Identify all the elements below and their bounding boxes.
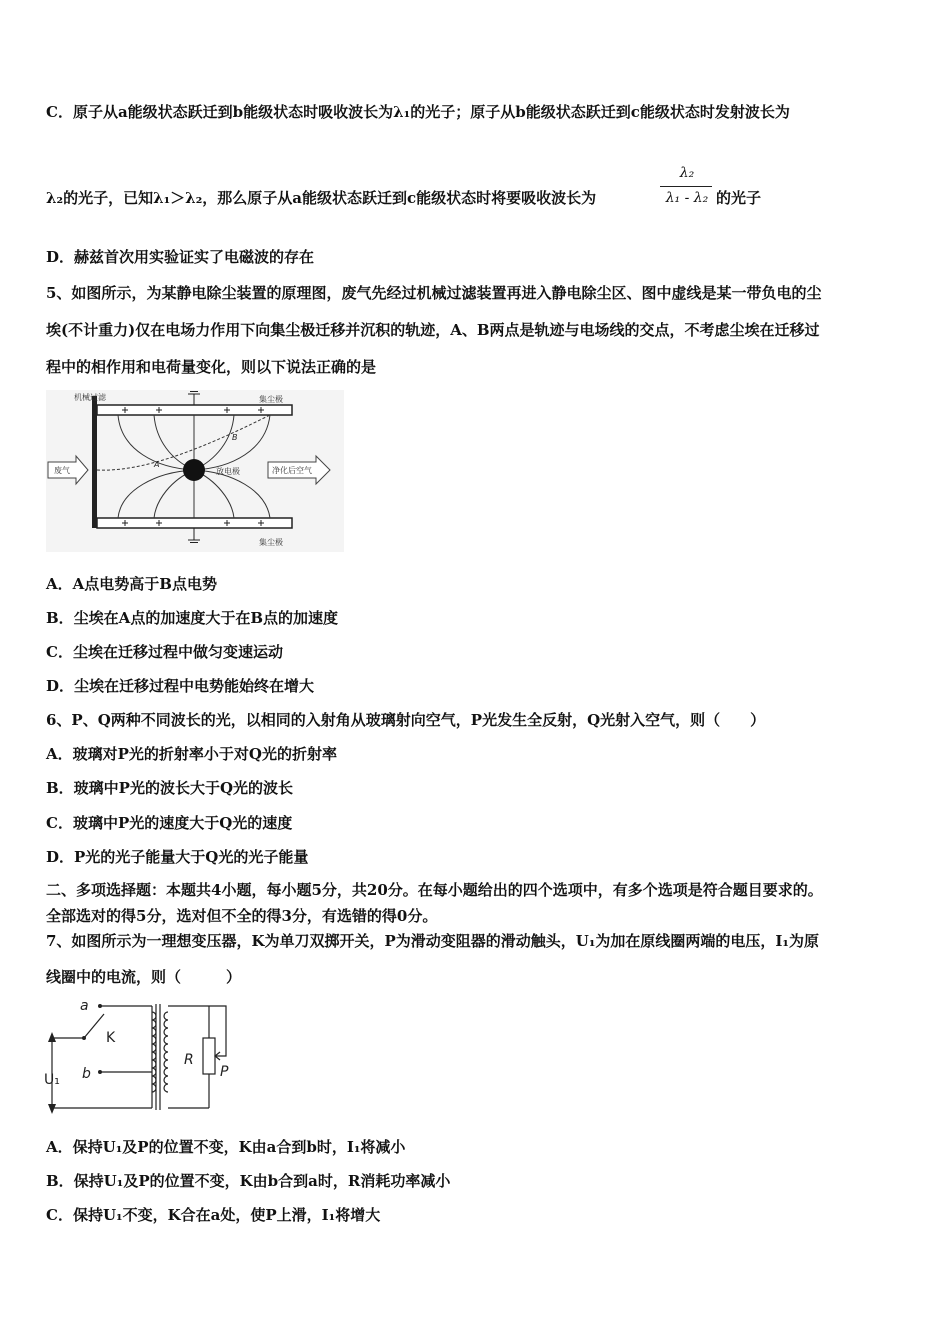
q6-option-a: A．玻璃对P光的折射率小于对Q光的折射率 — [46, 745, 337, 763]
switch-terminal-a: a — [80, 998, 89, 1014]
q6-option-b: B．玻璃中P光的波长大于Q光的波长 — [46, 779, 294, 797]
q7-stem-line1: 7、如图所示为一理想变压器，K为单刀双掷开关，P为滑动变阻器的滑动触头，U₁为加在原线圈两端的电压，I₁为原 — [46, 932, 819, 950]
q7-option-c: C．保持U₁不变，K合在a处，使P上滑，I₁将增大 — [46, 1206, 381, 1224]
resistor-label-r: R — [184, 1052, 194, 1068]
q5-stem-line3: 程中的相作用和电荷量变化，则以下说法正确的是 — [46, 358, 377, 376]
q5-stem-line1: 5、如图所示，为某静电除尘装置的原理图，废气先经过机械过滤装置再进入静电除尘区、图中虚线是某一带负电的尘 — [46, 284, 822, 302]
fraction-numerator: λ₂ — [679, 165, 695, 181]
voltage-label-u1: U₁ — [44, 1072, 60, 1088]
q5-option-b: B．尘埃在A点的加速度大于在B点的加速度 — [46, 609, 338, 627]
switch-terminal-b: b — [82, 1066, 91, 1082]
inlet-label: 废气 — [54, 466, 70, 475]
fraction-bar — [660, 186, 712, 187]
discharge-electrode — [183, 459, 205, 481]
q5-option-d: D．尘埃在迁移过程中电势能始终在增大 — [46, 677, 315, 695]
outlet-label: 净化后空气 — [272, 466, 312, 475]
q7-option-b: B．保持U₁及P的位置不变，K由b合到a时，R消耗功率减小 — [46, 1172, 451, 1190]
q4-option-c-line2-suffix: 的光子 — [716, 189, 762, 207]
q5-option-c: C．尘埃在迁移过程中做匀变速运动 — [46, 643, 283, 661]
filter-label: 机械过滤 — [74, 393, 106, 402]
filter-plate — [92, 396, 97, 528]
section2-header-line2: 全部选对的得5分，选对但不全的得3分，有选错的得0分。 — [46, 907, 438, 925]
q6-option-d: D．P光的光子能量大于Q光的光子能量 — [46, 848, 309, 866]
slider-label-p: P — [220, 1064, 229, 1080]
q5-option-a: A．A点电势高于B点电势 — [46, 575, 217, 593]
section2-header-line1: 二、多项选择题：本题共4小题，每小题5分，共20分。在每小题给出的四个选项中，有多个选项是符合题目要求的。 — [46, 881, 823, 899]
q4-option-d: D．赫兹首次用实验证实了电磁波的存在 — [46, 248, 315, 266]
electrode-label: 放电极 — [216, 467, 240, 476]
q4-option-c-line2-prefix: λ₂的光子，已知λ₁＞λ₂，那么原子从a能级状态跃迁到c能级状态时将要吸收波长为 — [46, 189, 597, 207]
q6-stem: 6、P、Q两种不同波长的光，以相同的入射角从玻璃射向空气，P光发生全反射，Q光射入空气，则（ ） — [46, 711, 766, 729]
q6-option-c: C．玻璃中P光的速度大于Q光的速度 — [46, 814, 293, 832]
bottom-plate-label: 集尘极 — [259, 538, 283, 547]
switch-label-k: K — [106, 1030, 116, 1046]
q7-option-a: A．保持U₁及P的位置不变，K由a合到b时，I₁将减小 — [46, 1138, 406, 1156]
point-a-label: A — [154, 460, 160, 469]
fraction-denominator: λ₁ - λ₂ — [665, 190, 709, 206]
q7-stem-line2: 线圈中的电流，则（ ） — [46, 968, 242, 986]
q5-stem-line2: 埃(不计重力)仅在电场力作用下向集尘极迁移并沉积的轨迹，A、B两点是轨迹与电场线的交点，不考虑尘埃在迁移过 — [46, 321, 820, 339]
transformer-circuit-figure — [44, 998, 244, 1116]
q4-option-c-line1: C．原子从a能级状态跃迁到b能级状态时吸收波长为λ₁的光子；原子从b能级状态跃迁到c能级状态时发射波长为 — [46, 103, 790, 121]
top-plate-label: 集尘极 — [259, 395, 283, 404]
point-b-label: B — [232, 433, 238, 442]
electrostatic-precipitator-figure — [46, 390, 344, 552]
